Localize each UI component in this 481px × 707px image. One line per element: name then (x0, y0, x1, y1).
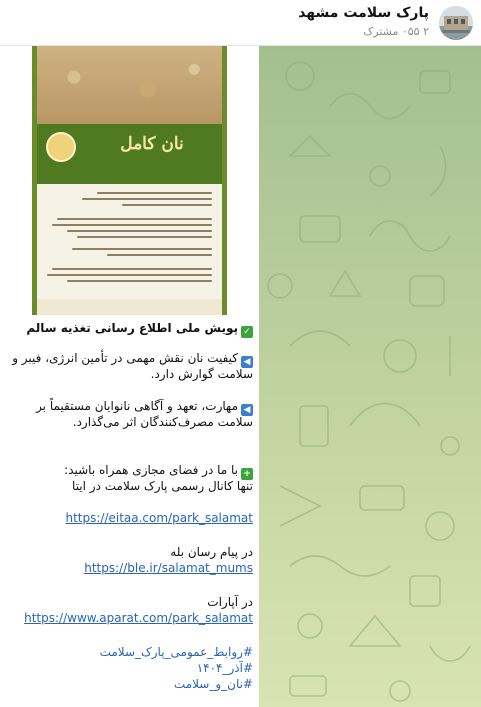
paragraph-2-line-2: سلامت مصرف‌کنندگان اثر می‌گذارد. (72, 415, 253, 429)
bale-label: در پیام رسان بله (170, 545, 253, 559)
poster-text-area (37, 184, 222, 299)
message-bubble (0, 46, 259, 707)
channel-avatar[interactable] (439, 6, 473, 40)
eitaa-link[interactable]: https://eitaa.com/park_salamat (65, 511, 253, 525)
aparat-link[interactable]: https://www.aparat.com/park_salamat (24, 611, 253, 625)
badge-icon (46, 132, 76, 162)
hashtag-date[interactable]: #آذر_۱۴۰۴ (196, 661, 253, 675)
paragraph-3-line-1: +با ما در فضای مجازی همراه باشید: (64, 462, 253, 480)
arrow-left-icon: ◀ (241, 404, 253, 416)
poster-logos (37, 299, 222, 315)
paragraph-2-line-1: ◀مهارت، تعهد و آگاهی نانوایان مستقیماً بر (36, 398, 253, 416)
hashtag-bread-health[interactable]: #نان_و_سلامت (173, 677, 253, 691)
plus-icon: + (241, 468, 253, 480)
message-heading: ✓پویش ملی اطلاع رسانی تغذیه سالم (26, 320, 253, 338)
arrow-left-icon: ◀ (241, 356, 253, 368)
aparat-label: در آپارات (207, 595, 253, 609)
subscriber-count: ۲ ۰۵۵ مشترک (363, 25, 429, 38)
poster-title: نان کامل (120, 134, 184, 154)
bread-photo (37, 46, 222, 124)
bale-link[interactable]: https://ble.ir/salamat_mums (84, 561, 253, 575)
paragraph-1-line-1: ◀کیفیت نان نقش مهمی در تأمین انرژی، فیبر و (12, 350, 253, 368)
channel-header (0, 0, 481, 46)
building-icon (439, 6, 473, 40)
poster-image[interactable] (32, 46, 227, 315)
paragraph-1-line-2: سلامت گوارش دارد. (150, 367, 253, 381)
paragraph-3-line-2: تنها کانال رسمی پارک سلامت در ایتا (72, 479, 253, 493)
hashtag-public-relations[interactable]: #روابط_عمومی_پارک_سلامت (99, 645, 253, 659)
check-mark-icon: ✓ (241, 326, 253, 338)
channel-title[interactable]: پارک سلامت مشهد (298, 5, 429, 21)
